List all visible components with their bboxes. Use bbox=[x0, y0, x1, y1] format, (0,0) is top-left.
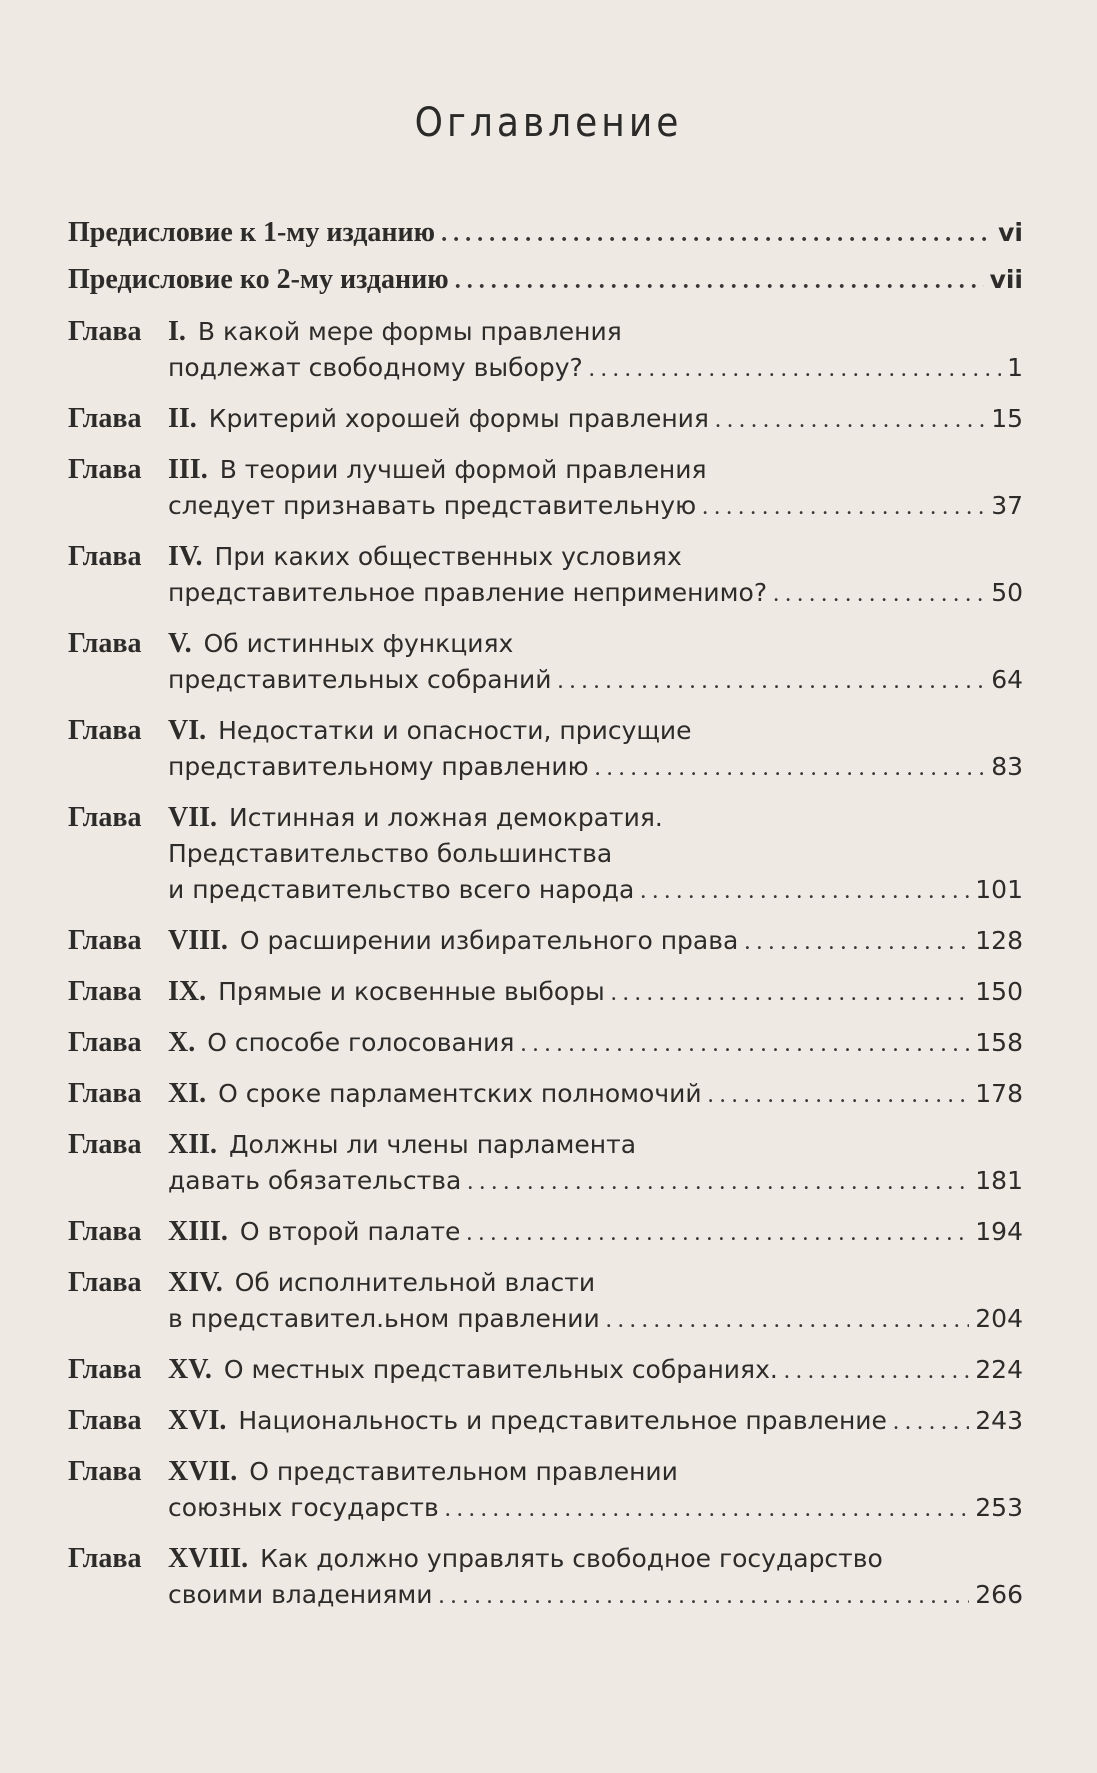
chapter-title-text: Как должно управлять свободное государство bbox=[260, 1544, 883, 1573]
chapter-number: XII. bbox=[168, 1129, 218, 1160]
chapter-title-text: давать обязательства bbox=[168, 1166, 462, 1195]
chapter-title-line bbox=[68, 1301, 1023, 1338]
chapter-label: Глава bbox=[68, 628, 142, 659]
chapter-number: II. bbox=[168, 403, 197, 434]
toc-chapter-entry[interactable] bbox=[68, 314, 1023, 387]
leader-dots bbox=[708, 1077, 970, 1113]
page-number: 204 bbox=[975, 1304, 1023, 1333]
chapter-title-text: О представительном правлении bbox=[249, 1457, 678, 1486]
chapter-number: XVIII. bbox=[168, 1543, 249, 1574]
chapter-title-line bbox=[68, 1454, 1023, 1490]
chapter-number: VII. bbox=[168, 802, 218, 833]
chapter-number: XIV. bbox=[168, 1267, 223, 1298]
chapter-title-line bbox=[68, 626, 1023, 662]
chapter-title-text: В теории лучшей формой правления bbox=[219, 455, 707, 484]
chapter-number: VIII. bbox=[168, 925, 228, 956]
chapter-title-text: В какой мере формы правления bbox=[197, 317, 622, 346]
chapter-title-text: О способе голосования bbox=[207, 1028, 515, 1057]
leader-dots bbox=[702, 489, 985, 525]
chapter-label: Глава bbox=[68, 1267, 142, 1298]
preface-title: Предисловие к 1-му изданию bbox=[68, 217, 436, 248]
chapter-title-line bbox=[68, 1076, 1023, 1113]
chapter-title-line bbox=[68, 1352, 1023, 1389]
leader-dots bbox=[611, 975, 970, 1011]
chapter-title-line bbox=[68, 1025, 1023, 1062]
page-number: 83 bbox=[991, 752, 1023, 781]
chapter-label: Глава bbox=[68, 1456, 142, 1487]
chapter-label: Глава bbox=[68, 976, 142, 1007]
toc-chapter-entry[interactable] bbox=[68, 1025, 1023, 1062]
chapter-label: Глава bbox=[68, 1078, 142, 1109]
chapter-title-line bbox=[68, 1577, 1023, 1614]
leader-dots bbox=[744, 924, 969, 960]
chapter-title-text: и представительство всего народа bbox=[168, 875, 635, 904]
toc-chapter-entry[interactable] bbox=[68, 1076, 1023, 1113]
chapter-label: Глава bbox=[68, 403, 142, 434]
chapter-title-line bbox=[68, 974, 1023, 1011]
chapter-title-text: О расширении избирательного права bbox=[239, 926, 739, 955]
chapter-title-text: Истинная и ложная демократия. bbox=[229, 803, 663, 832]
chapter-title-text: Должны ли члены парламента bbox=[229, 1130, 637, 1159]
toc-chapter-entry[interactable] bbox=[68, 1214, 1023, 1251]
toc-chapter-entry[interactable] bbox=[68, 974, 1023, 1011]
leader-dots bbox=[606, 1302, 970, 1338]
chapter-number: XVI. bbox=[168, 1405, 227, 1436]
chapter-title-text: О второй палате bbox=[239, 1217, 461, 1246]
leader-dots bbox=[640, 873, 969, 909]
page-number: 266 bbox=[975, 1580, 1023, 1609]
page-number: 64 bbox=[991, 665, 1023, 694]
chapter-title-line bbox=[68, 1265, 1023, 1301]
toc-chapter-entry[interactable] bbox=[68, 1454, 1023, 1527]
chapter-label: Глава bbox=[68, 1129, 142, 1160]
chapter-label: Глава bbox=[68, 541, 142, 572]
chapter-title-line bbox=[68, 1541, 1023, 1577]
leader-dots bbox=[893, 1404, 969, 1440]
chapter-title-line bbox=[68, 401, 1023, 438]
chapter-title-text: представительному правлению bbox=[168, 752, 589, 781]
toc-chapter-entry[interactable] bbox=[68, 713, 1023, 786]
chapter-label: Глава bbox=[68, 1027, 142, 1058]
chapter-label: Глава bbox=[68, 1405, 142, 1436]
chapter-label: Глава bbox=[68, 802, 142, 833]
leader-dots bbox=[557, 663, 985, 699]
chapter-title-text: Критерий хорошей формы правления bbox=[208, 404, 709, 433]
chapter-title-line bbox=[68, 314, 1023, 350]
toc-chapter-entry[interactable] bbox=[68, 800, 1023, 909]
leader-dots bbox=[439, 1578, 970, 1614]
chapter-number: IV. bbox=[168, 541, 203, 572]
toc-chapter-entry[interactable] bbox=[68, 1352, 1023, 1389]
leader-dots bbox=[466, 1215, 969, 1251]
chapter-title-line bbox=[68, 749, 1023, 786]
chapter-title-line bbox=[68, 800, 1023, 836]
chapter-title-line bbox=[68, 713, 1023, 749]
toc-chapter-entry[interactable] bbox=[68, 626, 1023, 699]
toc-chapter-entry[interactable] bbox=[68, 1265, 1023, 1338]
chapter-title-text: следует признавать представительную bbox=[168, 491, 697, 520]
leader-dots bbox=[784, 1353, 969, 1389]
page-number: 1 bbox=[1007, 353, 1023, 382]
page-number: 15 bbox=[991, 404, 1023, 433]
chapter-title-text: в представител.ьном правлении bbox=[168, 1304, 600, 1333]
chapter-title-text: своими владениями bbox=[168, 1580, 433, 1609]
leader-dots bbox=[589, 351, 1001, 387]
toc-preface-entry[interactable] bbox=[68, 257, 1023, 304]
chapter-number: V. bbox=[168, 628, 192, 659]
chapter-number: XIII. bbox=[168, 1216, 228, 1247]
chapter-number: XVII. bbox=[168, 1456, 238, 1487]
page-number: 150 bbox=[975, 977, 1023, 1006]
toc-chapter-entry[interactable] bbox=[68, 452, 1023, 525]
table-of-contents bbox=[68, 210, 1023, 1628]
leader-dots bbox=[445, 1491, 970, 1527]
leader-dots bbox=[595, 750, 986, 786]
leader-dots bbox=[455, 258, 984, 304]
toc-chapter-entry[interactable] bbox=[68, 401, 1023, 438]
page-number: 194 bbox=[975, 1217, 1023, 1246]
chapter-label: Глава bbox=[68, 454, 142, 485]
chapter-title-line bbox=[68, 575, 1023, 612]
toc-chapter-entry[interactable] bbox=[68, 1403, 1023, 1440]
chapter-number: VI. bbox=[168, 715, 207, 746]
chapter-label: Глава bbox=[68, 1354, 142, 1385]
page-number: 253 bbox=[975, 1493, 1023, 1522]
leader-dots bbox=[441, 211, 992, 257]
toc-preface-entry[interactable] bbox=[68, 210, 1023, 257]
page-number: 243 bbox=[975, 1406, 1023, 1435]
page-number: 37 bbox=[991, 491, 1023, 520]
chapter-title-text: подлежат свободному выбору? bbox=[168, 353, 583, 382]
chapter-number: III. bbox=[168, 454, 208, 485]
chapter-title-text: Прямые и косвенные выборы bbox=[218, 977, 605, 1006]
leader-dots bbox=[715, 402, 985, 438]
chapter-title-text: Представительство большинства bbox=[168, 839, 613, 868]
chapter-title-line bbox=[68, 1127, 1023, 1163]
page-number: 101 bbox=[975, 875, 1023, 904]
page-number: 158 bbox=[975, 1028, 1023, 1057]
chapter-title-line bbox=[68, 488, 1023, 525]
leader-dots bbox=[467, 1164, 969, 1200]
chapter-label: Глава bbox=[68, 1543, 142, 1574]
page-title: Оглавление bbox=[414, 100, 683, 146]
chapter-title-text: представительное правление неприменимо? bbox=[168, 578, 768, 607]
chapter-title-line bbox=[68, 452, 1023, 488]
leader-dots bbox=[773, 576, 985, 612]
chapter-title-text: О сроке парламентских полномочий bbox=[218, 1079, 702, 1108]
chapter-number: IX. bbox=[168, 976, 207, 1007]
chapter-title-text: При каких общественных условиях bbox=[214, 542, 682, 571]
chapter-label: Глава bbox=[68, 1216, 142, 1247]
chapter-title-line bbox=[68, 1403, 1023, 1440]
chapter-title-line bbox=[68, 350, 1023, 387]
chapter-title-line bbox=[68, 836, 1023, 872]
chapter-number: X. bbox=[168, 1027, 196, 1058]
chapter-title-line bbox=[68, 1163, 1023, 1200]
chapter-title-line bbox=[68, 923, 1023, 960]
page-number: vi bbox=[998, 218, 1023, 247]
chapter-title-line bbox=[68, 1214, 1023, 1251]
page-number: 128 bbox=[975, 926, 1023, 955]
chapter-title-line bbox=[68, 872, 1023, 909]
page-number: 50 bbox=[991, 578, 1023, 607]
toc-chapter-entry[interactable] bbox=[68, 539, 1023, 612]
preface-title: Предисловие ко 2-му изданию bbox=[68, 264, 449, 295]
chapter-number: I. bbox=[168, 316, 186, 347]
chapter-title-text: представительных собраний bbox=[168, 665, 552, 694]
chapter-number: XV. bbox=[168, 1354, 212, 1385]
toc-chapter-entry[interactable] bbox=[68, 1541, 1023, 1614]
chapter-title-text: Об истинных функциях bbox=[203, 629, 514, 658]
chapter-label: Глава bbox=[68, 316, 142, 347]
leader-dots bbox=[520, 1026, 969, 1062]
page-number: 181 bbox=[975, 1166, 1023, 1195]
page-number: 224 bbox=[975, 1355, 1023, 1384]
chapter-title-text: Недостатки и опасности, присущие bbox=[218, 716, 692, 745]
chapter-title-line bbox=[68, 1490, 1023, 1527]
chapter-title-line bbox=[68, 662, 1023, 699]
chapter-title-text: союзных государств bbox=[168, 1493, 439, 1522]
chapter-title-text: О местных представительных собраниях. bbox=[223, 1355, 778, 1384]
page-number: 178 bbox=[975, 1079, 1023, 1108]
page-number: vii bbox=[989, 265, 1023, 294]
chapter-label: Глава bbox=[68, 925, 142, 956]
chapter-title-text: Об исполнительной власти bbox=[234, 1268, 596, 1297]
chapter-title-line bbox=[68, 539, 1023, 575]
toc-chapter-entry[interactable] bbox=[68, 923, 1023, 960]
toc-chapter-entry[interactable] bbox=[68, 1127, 1023, 1200]
chapter-title-text: Национальность и представительное правление bbox=[238, 1406, 887, 1435]
chapter-label: Глава bbox=[68, 715, 142, 746]
chapter-number: XI. bbox=[168, 1078, 207, 1109]
